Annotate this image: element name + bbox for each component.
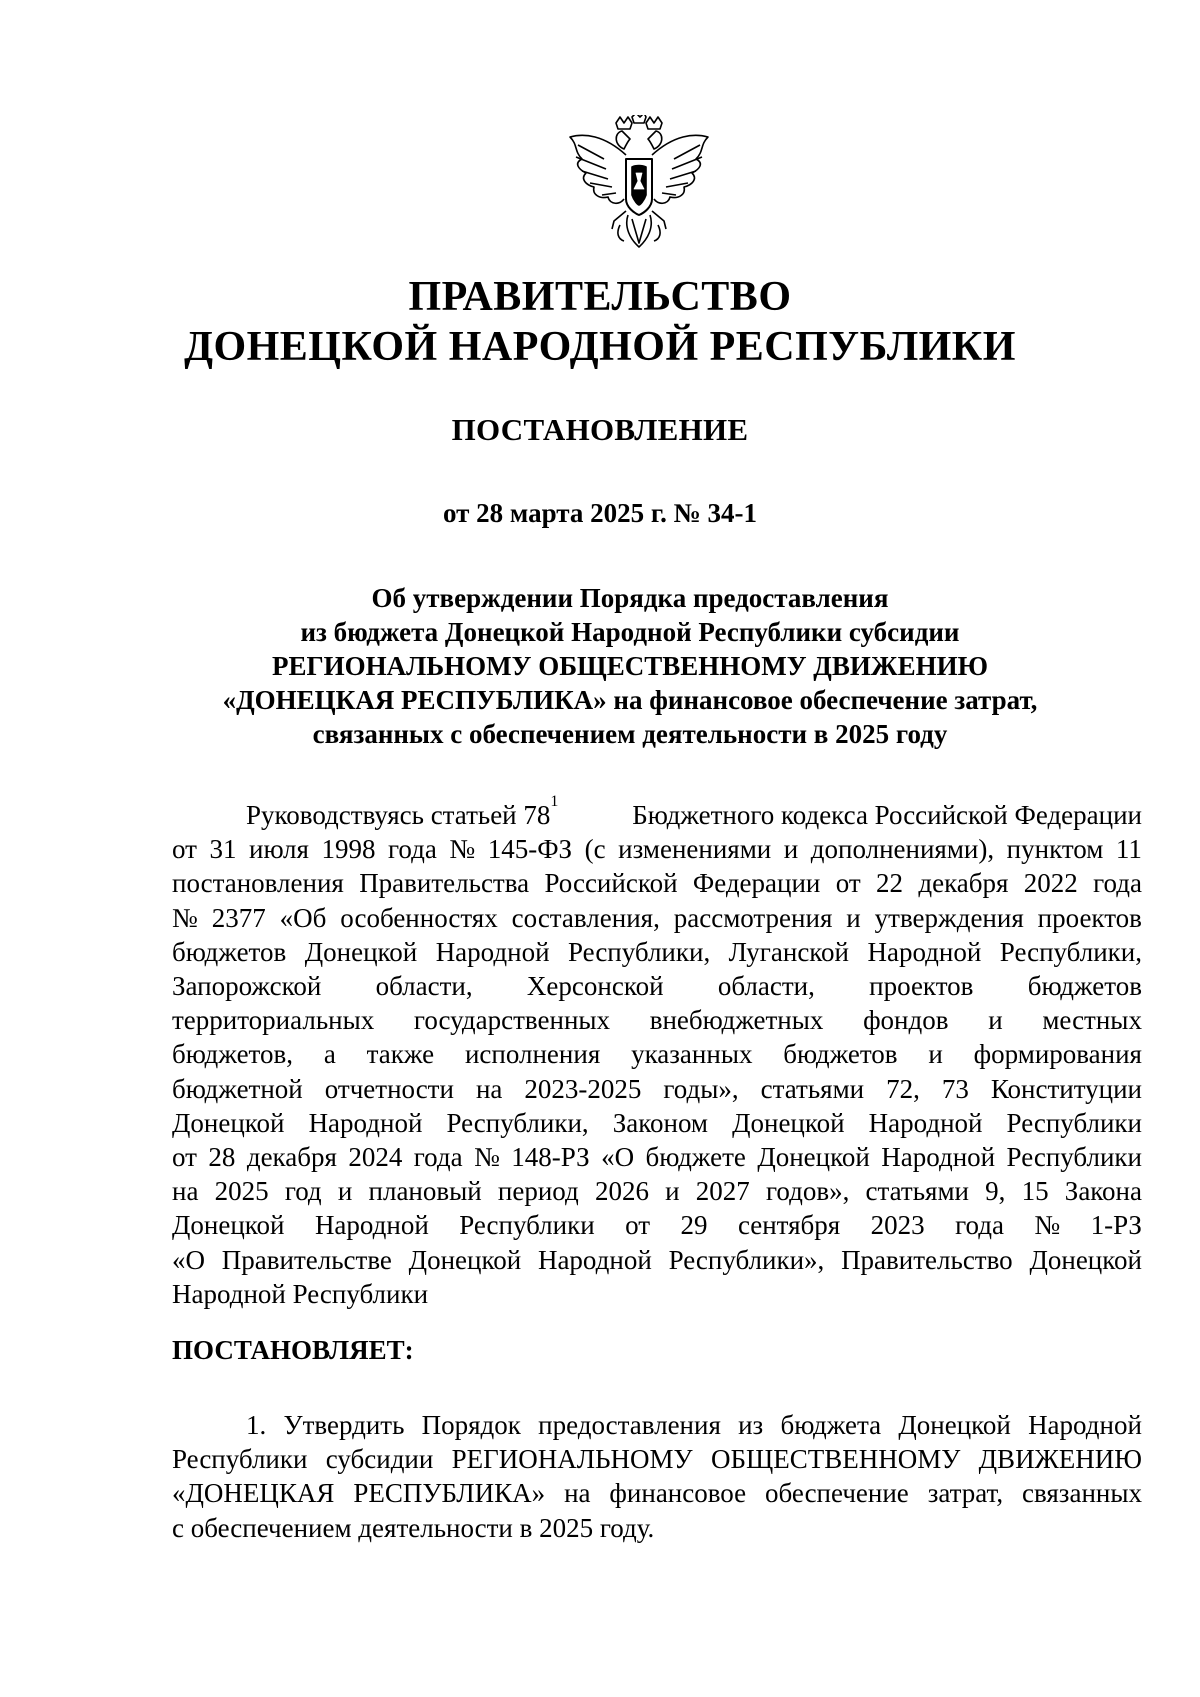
- preamble-line: [172, 793, 1142, 832]
- word: 15: [1021, 1176, 1049, 1207]
- word: Народной: [868, 1107, 983, 1138]
- word: Народной: [867, 936, 982, 967]
- word: Республики: [459, 1210, 595, 1241]
- item-line: [172, 1442, 1142, 1476]
- word: 29: [680, 1210, 708, 1241]
- article-superscript: 1: [550, 793, 559, 810]
- word: «О: [172, 1244, 205, 1275]
- word: «О: [601, 1142, 635, 1173]
- word: бюджетов,: [172, 1039, 293, 1070]
- word: утверждения: [874, 902, 1024, 933]
- word: постановления: [172, 868, 344, 899]
- word: Законом: [612, 1107, 709, 1138]
- word: предоставления: [538, 1410, 721, 1440]
- word: дополнениями),: [810, 834, 995, 865]
- word: также: [366, 1039, 435, 1070]
- word: рассмотрения: [673, 902, 833, 933]
- word: из: [738, 1410, 764, 1440]
- word: связанных: [1022, 1478, 1142, 1509]
- word: исполнения: [464, 1039, 601, 1070]
- word: плановый: [368, 1176, 482, 1207]
- word: 148-РЗ: [511, 1142, 590, 1173]
- word: пунктом: [1006, 834, 1104, 865]
- word: №: [172, 902, 198, 933]
- word: Республики,: [446, 1107, 589, 1138]
- preamble-line: Народной Республики: [172, 1278, 429, 1309]
- word: от: [625, 1210, 651, 1241]
- document-subject: [150, 581, 1110, 751]
- word: области,: [717, 971, 815, 1002]
- word: особенностях: [340, 902, 498, 933]
- word: Республики,: [568, 936, 711, 967]
- item-line: [172, 1408, 1142, 1442]
- word: отчетности: [324, 1073, 454, 1104]
- government-title: [0, 272, 1200, 372]
- word: Утвердить: [283, 1410, 405, 1440]
- word: года: [413, 1142, 463, 1173]
- word: 1-РЗ: [1090, 1210, 1142, 1241]
- word: затрат,: [927, 1478, 1004, 1509]
- word: Республики: [1006, 1142, 1142, 1173]
- word: года: [387, 834, 437, 865]
- word: и: [665, 1176, 680, 1207]
- word: и: [988, 1005, 1003, 1036]
- word: субсидии: [325, 1444, 434, 1475]
- word: 2377: [211, 902, 266, 933]
- subject-line: Об утверждении Порядка предоставления: [371, 583, 889, 613]
- word: №: [474, 1142, 500, 1173]
- word: июля: [249, 834, 309, 865]
- word: Народной: [881, 1142, 996, 1173]
- word: 2022: [1023, 868, 1078, 899]
- word: «ДОНЕЦКАЯ: [172, 1478, 335, 1509]
- preamble-line: [172, 1072, 1142, 1106]
- preamble-line: [172, 1106, 1142, 1140]
- word: бюджете: [645, 1142, 746, 1173]
- word: 2026: [594, 1176, 649, 1207]
- word: Республики: [172, 1444, 308, 1475]
- word: декабря: [246, 1142, 337, 1173]
- preamble-line: [172, 832, 1142, 866]
- preamble-line: [172, 1003, 1142, 1037]
- word: Республики»,: [668, 1244, 825, 1275]
- word: и: [783, 834, 799, 865]
- preamble-first-line-start: Руководствуясь статьей 78: [246, 800, 551, 830]
- word: 1998: [321, 834, 376, 865]
- word: бюджета: [780, 1410, 882, 1440]
- word: 28: [208, 1142, 236, 1173]
- word: 2025: [214, 1176, 269, 1207]
- document-date-number: от 28 марта 2025 г. № 34-1: [443, 498, 757, 528]
- word: территориальных: [172, 1005, 375, 1036]
- word: фондов: [863, 1005, 949, 1036]
- word: декабря: [918, 868, 1009, 899]
- word: года: [1093, 868, 1142, 899]
- word: Порядок: [421, 1410, 521, 1440]
- preamble-line: [172, 1037, 1142, 1071]
- word: 2027: [695, 1176, 750, 1207]
- word: Донецкой: [172, 1210, 285, 1241]
- subject-line: связанных с обеспечением деятельности в 2025 году: [312, 719, 948, 749]
- word: статьями: [865, 1176, 969, 1207]
- word: Народной: [1028, 1410, 1142, 1440]
- word: на: [475, 1073, 503, 1104]
- word: Российской: [544, 868, 678, 899]
- word: 31: [209, 834, 237, 865]
- word: проектов: [869, 971, 974, 1002]
- word: от: [172, 834, 197, 865]
- word: обеспечение: [765, 1478, 909, 1509]
- preamble-line: [172, 1208, 1142, 1242]
- word: Херсонской: [526, 971, 664, 1002]
- preamble-line: [172, 1174, 1142, 1208]
- word: РЕСПУБЛИКА»: [353, 1478, 546, 1509]
- word: и: [846, 902, 861, 933]
- word: года: [955, 1210, 1004, 1241]
- subject-line: из бюджета Донецкой Народной Республики субсидии: [300, 617, 960, 647]
- word: бюджетов: [783, 1039, 898, 1070]
- word: указанных: [631, 1039, 753, 1070]
- word: области,: [375, 971, 473, 1002]
- word: 73: [941, 1073, 969, 1104]
- word: сентября: [737, 1210, 841, 1241]
- word: 22: [876, 868, 904, 899]
- word: 145-ФЗ: [487, 834, 573, 865]
- word: Запорожской: [172, 971, 322, 1002]
- word: местных: [1042, 1005, 1142, 1036]
- word: формирования: [973, 1039, 1142, 1070]
- preamble-line: [172, 901, 1142, 935]
- word: Донецкой: [732, 1107, 845, 1138]
- word: Правительство: [841, 1244, 1013, 1275]
- word: ДВИЖЕНИЮ: [978, 1444, 1142, 1475]
- word: бюджетной: [172, 1073, 303, 1104]
- word: Закона: [1064, 1176, 1142, 1207]
- word: Народной: [314, 1210, 429, 1241]
- word: изменениями: [618, 834, 772, 865]
- word: годов»,: [765, 1176, 850, 1207]
- word: Донецкой: [172, 1107, 285, 1138]
- word: статьями: [760, 1073, 865, 1104]
- item-line: [172, 1476, 1142, 1510]
- word: 72,: [886, 1073, 920, 1104]
- word: Республики,: [999, 936, 1142, 967]
- word: 11: [1115, 834, 1142, 865]
- word: Правительства: [359, 868, 530, 899]
- coat-of-arms-icon: [564, 115, 714, 255]
- preamble-paragraph: [172, 793, 1142, 1311]
- word: Донецкой: [304, 936, 418, 967]
- word: составления,: [511, 902, 660, 933]
- word: 2023: [870, 1210, 925, 1241]
- word: Донецкой: [898, 1410, 1011, 1440]
- word: Правительстве: [221, 1244, 392, 1275]
- word: 2024: [348, 1142, 403, 1173]
- word: 1.: [246, 1410, 267, 1440]
- word: финансовое: [609, 1478, 747, 1509]
- word: Конституции: [990, 1073, 1142, 1104]
- preamble-line: [172, 969, 1142, 1003]
- word: проектов: [1037, 902, 1142, 933]
- word: Народной: [308, 1107, 423, 1138]
- word: период: [497, 1176, 579, 1207]
- preamble-line: [172, 866, 1142, 900]
- subject-line: РЕГИОНАЛЬНОМУ ОБЩЕСТВЕННОМУ ДВИЖЕНИЮ: [272, 651, 988, 681]
- word: РЕГИОНАЛЬНОМУ: [451, 1444, 693, 1475]
- word: от: [835, 868, 861, 899]
- decree-label: ПОСТАНОВЛЯЕТ:: [172, 1335, 414, 1365]
- word: Донецкой: [757, 1142, 870, 1173]
- preamble-line: [172, 1243, 1142, 1277]
- word: Луганской: [728, 936, 849, 967]
- word: Народной: [435, 936, 550, 967]
- word: и: [928, 1039, 943, 1070]
- item-line: с обеспечением деятельности в 2025 году.: [172, 1512, 655, 1543]
- word: а: [323, 1039, 336, 1070]
- word: бюджетов: [1027, 971, 1142, 1002]
- word: Донецкой: [1029, 1244, 1142, 1275]
- word: внебюджетных: [649, 1005, 824, 1036]
- word: государственных: [413, 1005, 611, 1036]
- word: №: [1034, 1210, 1061, 1241]
- document-type: ПОСТАНОВЛЕНИЕ: [451, 412, 749, 447]
- decree-item-1: [172, 1408, 1142, 1545]
- government-title-line1: ПРАВИТЕЛЬСТВО: [408, 274, 792, 320]
- word: (с: [584, 834, 606, 865]
- word: на: [564, 1478, 591, 1509]
- word: от: [172, 1142, 197, 1173]
- preamble-line: [172, 935, 1142, 969]
- word: Народной: [537, 1244, 652, 1275]
- preamble-first-line-end: Бюджетного кодекса Российской Федерации: [625, 800, 1142, 830]
- word: 9,: [985, 1176, 1006, 1207]
- word: Донецкой: [408, 1244, 522, 1275]
- word: бюджетов: [172, 936, 287, 967]
- word: Федерации: [692, 868, 821, 899]
- word: 2023-2025: [524, 1073, 642, 1104]
- word: на: [172, 1176, 199, 1207]
- word: Республики: [1006, 1107, 1142, 1138]
- word: и: [337, 1176, 353, 1207]
- subject-line: «ДОНЕЦКАЯ РЕСПУБЛИКА» на финансовое обеспечение затрат,: [222, 685, 1038, 715]
- preamble-line: [172, 1140, 1142, 1174]
- word: «Об: [279, 902, 327, 933]
- word: годы»,: [663, 1073, 739, 1104]
- word: №: [449, 834, 476, 865]
- government-title-line2: ДОНЕЦКОЙ НАРОДНОЙ РЕСПУБЛИКИ: [184, 324, 1016, 370]
- word: ОБЩЕСТВЕННОМУ: [710, 1444, 961, 1475]
- word: год: [284, 1176, 322, 1207]
